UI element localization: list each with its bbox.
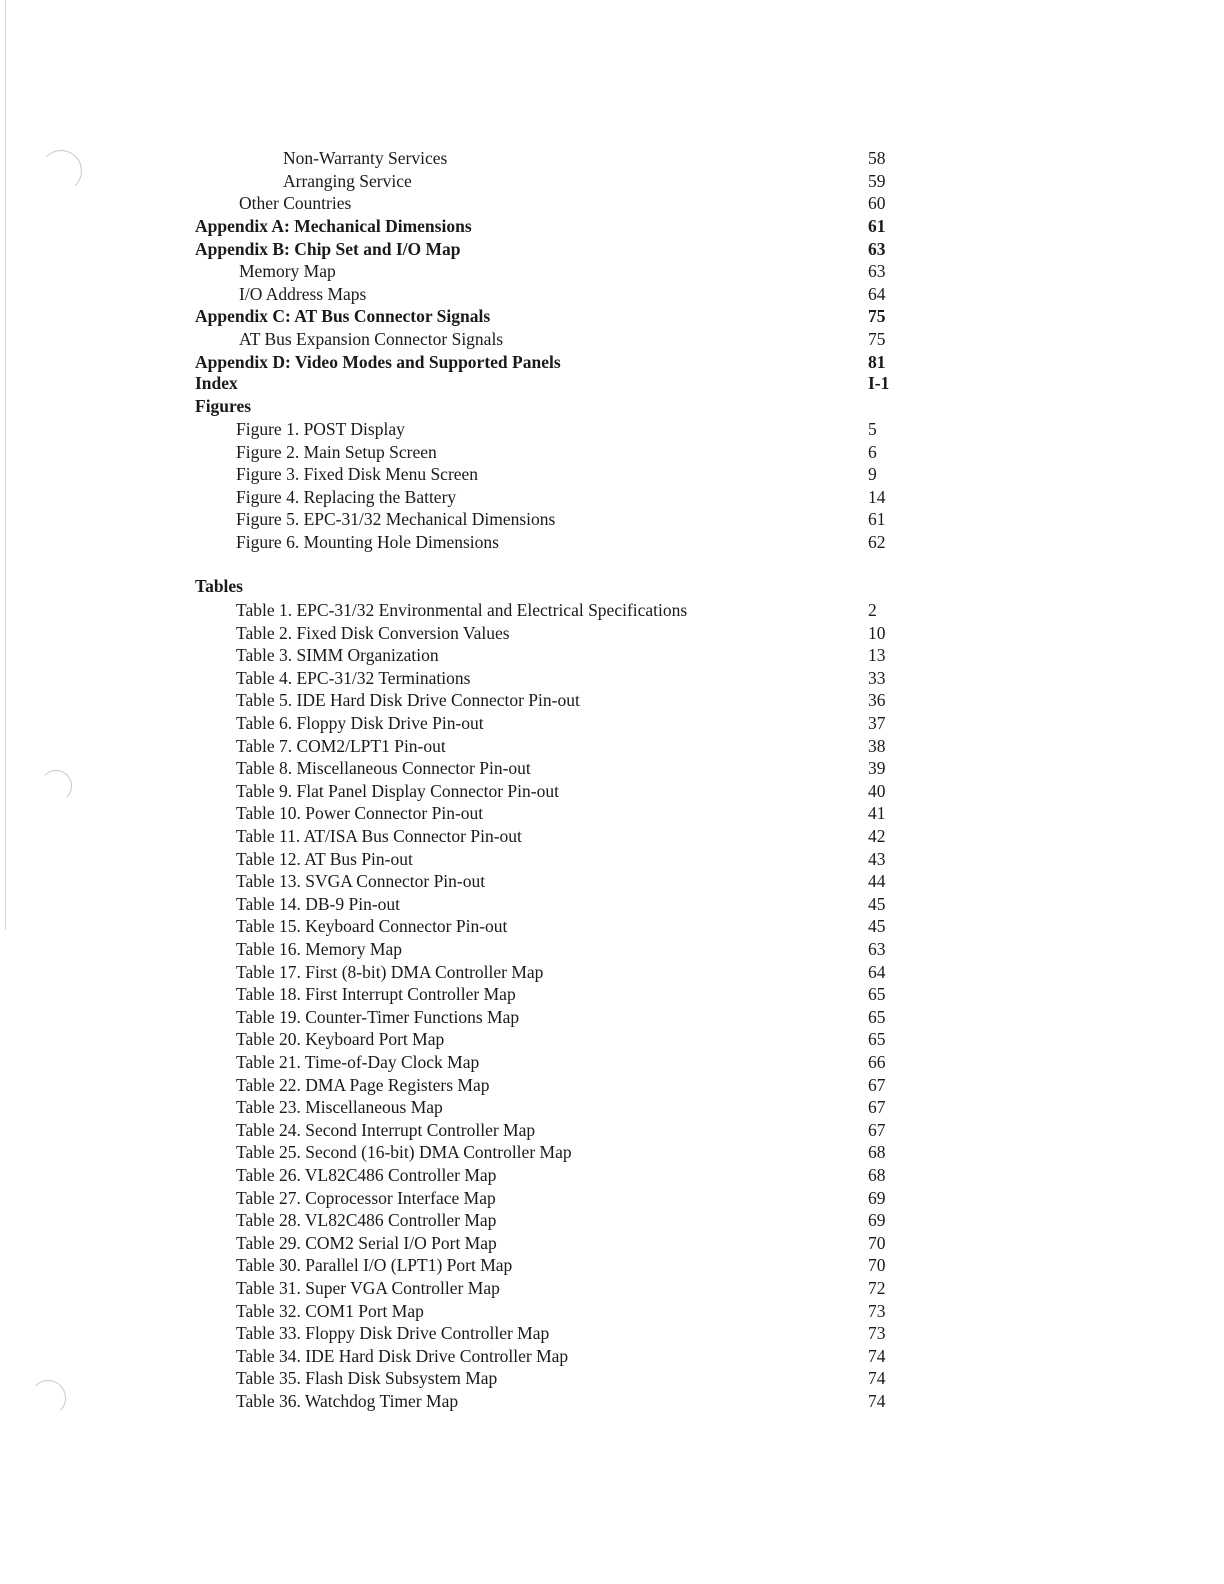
toc-entry-page: 59 [868, 171, 886, 191]
table-entry [0, 1187, 1224, 1210]
table-entry [0, 1119, 1224, 1142]
table-entry [0, 1006, 1224, 1029]
table-entry [0, 1209, 1224, 1232]
toc-entry [0, 170, 1224, 193]
toc-entry-label: Table 1. EPC-31/32 Environmental and Electrical Specifications [236, 600, 688, 620]
table-entry [0, 802, 1224, 825]
toc-appendix-entry [0, 238, 1224, 261]
toc-entry-label: Table 31. Super VGA Controller Map [236, 1278, 500, 1298]
toc-entry-label: Table 16. Memory Map [236, 939, 402, 959]
toc-entry-page: 38 [868, 735, 886, 756]
toc-entry-label: Table 35. Flash Disk Subsystem Map [236, 1368, 498, 1389]
toc-entry-label: Appendix A: Mechanical Dimensions [195, 216, 472, 236]
table-entry [0, 1232, 1224, 1255]
toc-entry-label: AT Bus Expansion Connector Signals [239, 329, 504, 349]
toc-entry-page: 74 [868, 1368, 886, 1389]
toc-entry-page: 45 [868, 893, 886, 914]
toc-entry-page: 66 [868, 1052, 886, 1072]
toc-entry-page: 63 [868, 239, 886, 259]
table-entry [0, 1367, 1224, 1390]
table-entry [0, 622, 1224, 645]
toc-entry-page: 41 [868, 803, 886, 824]
table-entry [0, 1322, 1224, 1345]
toc-entry-page: 65 [868, 1029, 886, 1050]
toc-entry-page: 64 [868, 284, 886, 304]
toc-entry-label: Appendix D: Video Modes and Supported Panels [195, 352, 561, 372]
toc-entry-label: Table 23. Miscellaneous Map [236, 1097, 443, 1118]
toc-entry-page: I-1 [868, 373, 890, 393]
toc-entry-page: 5 [868, 419, 877, 439]
toc-entry-page: 33 [868, 667, 886, 688]
table-entry [0, 1028, 1224, 1051]
toc-entry-label: Figure 3. Fixed Disk Menu Screen [236, 464, 479, 485]
toc-entry-label: Table 33. Floppy Disk Drive Controller Map [236, 1323, 550, 1344]
table-entry [0, 1051, 1224, 1074]
toc-entry-label: Table 2. Fixed Disk Conversion Values [236, 622, 510, 643]
tables-heading-label: Tables [195, 576, 243, 596]
table-entry [0, 689, 1224, 712]
toc-entry-label: Table 12. AT Bus Pin-out [236, 848, 413, 869]
toc-entry-page: 74 [868, 1391, 886, 1411]
tables-heading [0, 575, 1224, 598]
table-entry [0, 825, 1224, 848]
toc-entry-page: 44 [868, 871, 886, 892]
table-entry [0, 1164, 1224, 1187]
toc-entry-label: Memory Map [239, 261, 336, 281]
toc-entry-label: Table 24. Second Interrupt Controller Map [236, 1119, 536, 1140]
toc-entry-page: 70 [868, 1255, 886, 1276]
toc-entry [0, 192, 1224, 215]
toc-entry-label: Table 36. Watchdog Timer Map [236, 1391, 459, 1411]
toc-entry-page: 58 [868, 148, 886, 168]
toc-entry-page: 69 [868, 1187, 886, 1208]
toc-entry-page: 74 [868, 1345, 886, 1366]
toc-entry-page: 14 [868, 486, 886, 507]
toc-entry-label: Figure 2. Main Setup Screen [236, 441, 437, 462]
toc-entry-page: 62 [868, 532, 886, 552]
toc-entry-page: 37 [868, 713, 886, 733]
table-entry [0, 1390, 1224, 1413]
toc-entry-label: Table 30. Parallel I/O (LPT1) Port Map [236, 1255, 513, 1276]
table-entry [0, 644, 1224, 667]
toc-entry-page: 69 [868, 1210, 886, 1231]
toc-entry-label: Figure 4. Replacing the Battery [236, 486, 457, 507]
toc-entry-page: 6 [868, 441, 877, 462]
figure-entry [0, 486, 1224, 509]
toc-entry-label: Table 22. DMA Page Registers Map [236, 1074, 490, 1095]
toc-appendix-entry [0, 215, 1224, 238]
toc-entry-page: 60 [868, 193, 886, 213]
table-entry [0, 735, 1224, 758]
toc-entry-label: Table 4. EPC-31/32 Terminations [236, 667, 471, 688]
toc-entry-label: Table 9. Flat Panel Display Connector Pin-out [236, 780, 559, 801]
table-entry [0, 1141, 1224, 1164]
toc-entry-page: 68 [868, 1165, 886, 1185]
toc-entry-label: Table 7. COM2/LPT1 Pin-out [236, 735, 446, 756]
toc-entry-label: Appendix C: AT Bus Connector Signals [195, 306, 491, 326]
toc-entry-page: 64 [868, 961, 886, 982]
toc-entry-page: 61 [868, 509, 886, 530]
toc-entry-label: Arranging Service [283, 171, 412, 191]
toc-entry-label: Figure 6. Mounting Hole Dimensions [236, 532, 499, 552]
toc-entry-page: 2 [868, 600, 877, 620]
table-entry [0, 599, 1224, 622]
toc-entry-label: Non-Warranty Services [283, 148, 448, 168]
figure-entry [0, 463, 1224, 486]
toc-entry-label: Table 29. COM2 Serial I/O Port Map [236, 1232, 497, 1253]
toc-appendix-entry [0, 305, 1224, 328]
toc-entry-label: Table 21. Time-of-Day Clock Map [236, 1052, 480, 1072]
table-entry [0, 938, 1224, 961]
toc-entry-page: 10 [868, 622, 886, 643]
table-entry [0, 915, 1224, 938]
figures-heading [0, 395, 1224, 418]
toc-entry [0, 283, 1224, 306]
table-entry [0, 1096, 1224, 1119]
toc-entry-page: 73 [868, 1300, 886, 1321]
toc-entry-page: 43 [868, 848, 886, 869]
toc-entry-page: 70 [868, 1232, 886, 1253]
figure-entry [0, 418, 1224, 441]
toc-entry-label: Table 32. COM1 Port Map [236, 1300, 424, 1321]
toc-entry-page: 42 [868, 826, 886, 846]
toc-entry-label: Table 8. Miscellaneous Connector Pin-out [236, 758, 531, 779]
toc-appendix-entry [0, 351, 1224, 374]
toc-entry-page: 68 [868, 1142, 886, 1163]
toc-entry-label: Table 27. Coprocessor Interface Map [236, 1187, 496, 1208]
table-entry [0, 1074, 1224, 1097]
toc-entry-label: Other Countries [239, 193, 352, 213]
toc-entry-label: Figure 5. EPC-31/32 Mechanical Dimensions [236, 509, 556, 530]
toc-entry-page: 73 [868, 1323, 886, 1344]
table-entry [0, 1254, 1224, 1277]
toc-entry-page: 9 [868, 464, 877, 485]
toc-entry-page: 40 [868, 780, 886, 801]
toc-entry-page: 67 [868, 1119, 886, 1140]
toc-entry-label: Table 14. DB-9 Pin-out [236, 893, 401, 914]
toc-entry-page: 67 [868, 1074, 886, 1095]
toc-entry-page: 13 [868, 645, 886, 666]
toc-entry-label: Table 25. Second (16-bit) DMA Controller Map [236, 1142, 572, 1163]
toc-entry-page: 61 [868, 216, 886, 236]
toc-entry-label: Table 10. Power Connector Pin-out [236, 803, 484, 824]
toc-entry-page: 45 [868, 916, 886, 937]
table-entry [0, 780, 1224, 803]
toc-entry-label: Table 3. SIMM Organization [236, 645, 439, 666]
toc-entry-label: Table 13. SVGA Connector Pin-out [236, 871, 486, 892]
toc-entry-label: Table 15. Keyboard Connector Pin-out [236, 916, 508, 937]
table-entry [0, 961, 1224, 984]
toc-entry-label: Table 34. IDE Hard Disk Drive Controller Map [236, 1345, 569, 1366]
toc-entry-label: Table 26. VL82C486 Controller Map [236, 1165, 497, 1185]
figure-entry [0, 508, 1224, 531]
toc-entry [0, 147, 1224, 170]
table-entry [0, 712, 1224, 735]
toc-entry-label: I/O Address Maps [239, 284, 367, 304]
table-entry [0, 983, 1224, 1006]
toc-entry-page: 63 [868, 939, 886, 959]
table-entry [0, 1300, 1224, 1323]
table-entry [0, 757, 1224, 780]
toc-entry-label: Table 20. Keyboard Port Map [236, 1029, 445, 1050]
table-entry [0, 1345, 1224, 1368]
toc-entry-page: 36 [868, 690, 886, 711]
toc-entry-label: Table 19. Counter-Timer Functions Map [236, 1006, 520, 1027]
table-entry [0, 848, 1224, 871]
figure-entry [0, 441, 1224, 464]
table-entry [0, 893, 1224, 916]
toc-entry [0, 260, 1224, 283]
toc-entry-page: 65 [868, 1006, 886, 1027]
toc-entry-page: 81 [868, 352, 886, 372]
toc-index-entry [0, 372, 1224, 395]
toc-entry-label: Table 28. VL82C486 Controller Map [236, 1210, 497, 1231]
toc-entry-label: Figure 1. POST Display [236, 419, 405, 439]
toc-entry-page: 65 [868, 984, 886, 1005]
toc-entry-label: Table 5. IDE Hard Disk Drive Connector Pin-out [236, 690, 580, 711]
toc-entry-page: 75 [868, 306, 886, 326]
toc-entry-page: 75 [868, 329, 886, 349]
table-entry [0, 667, 1224, 690]
toc-entry-page: 72 [868, 1278, 886, 1298]
table-entry [0, 1277, 1224, 1300]
toc-entry-label: Table 18. First Interrupt Controller Map [236, 984, 516, 1005]
toc-entry-page: 67 [868, 1097, 886, 1118]
figure-entry [0, 531, 1224, 554]
table-entry [0, 870, 1224, 893]
toc-entry-page: 39 [868, 758, 886, 779]
toc-entry [0, 328, 1224, 351]
figures-heading-label: Figures [195, 396, 252, 416]
toc-entry-label: Index [195, 373, 238, 393]
toc-entry-label: Appendix B: Chip Set and I/O Map [195, 239, 461, 259]
toc-entry-label: Table 6. Floppy Disk Drive Pin-out [236, 713, 484, 733]
toc-entry-label: Table 17. First (8-bit) DMA Controller Map [236, 961, 544, 982]
toc-entry-label: Table 11. AT/ISA Bus Connector Pin-out [236, 826, 522, 846]
toc-entry-page: 63 [868, 261, 886, 281]
